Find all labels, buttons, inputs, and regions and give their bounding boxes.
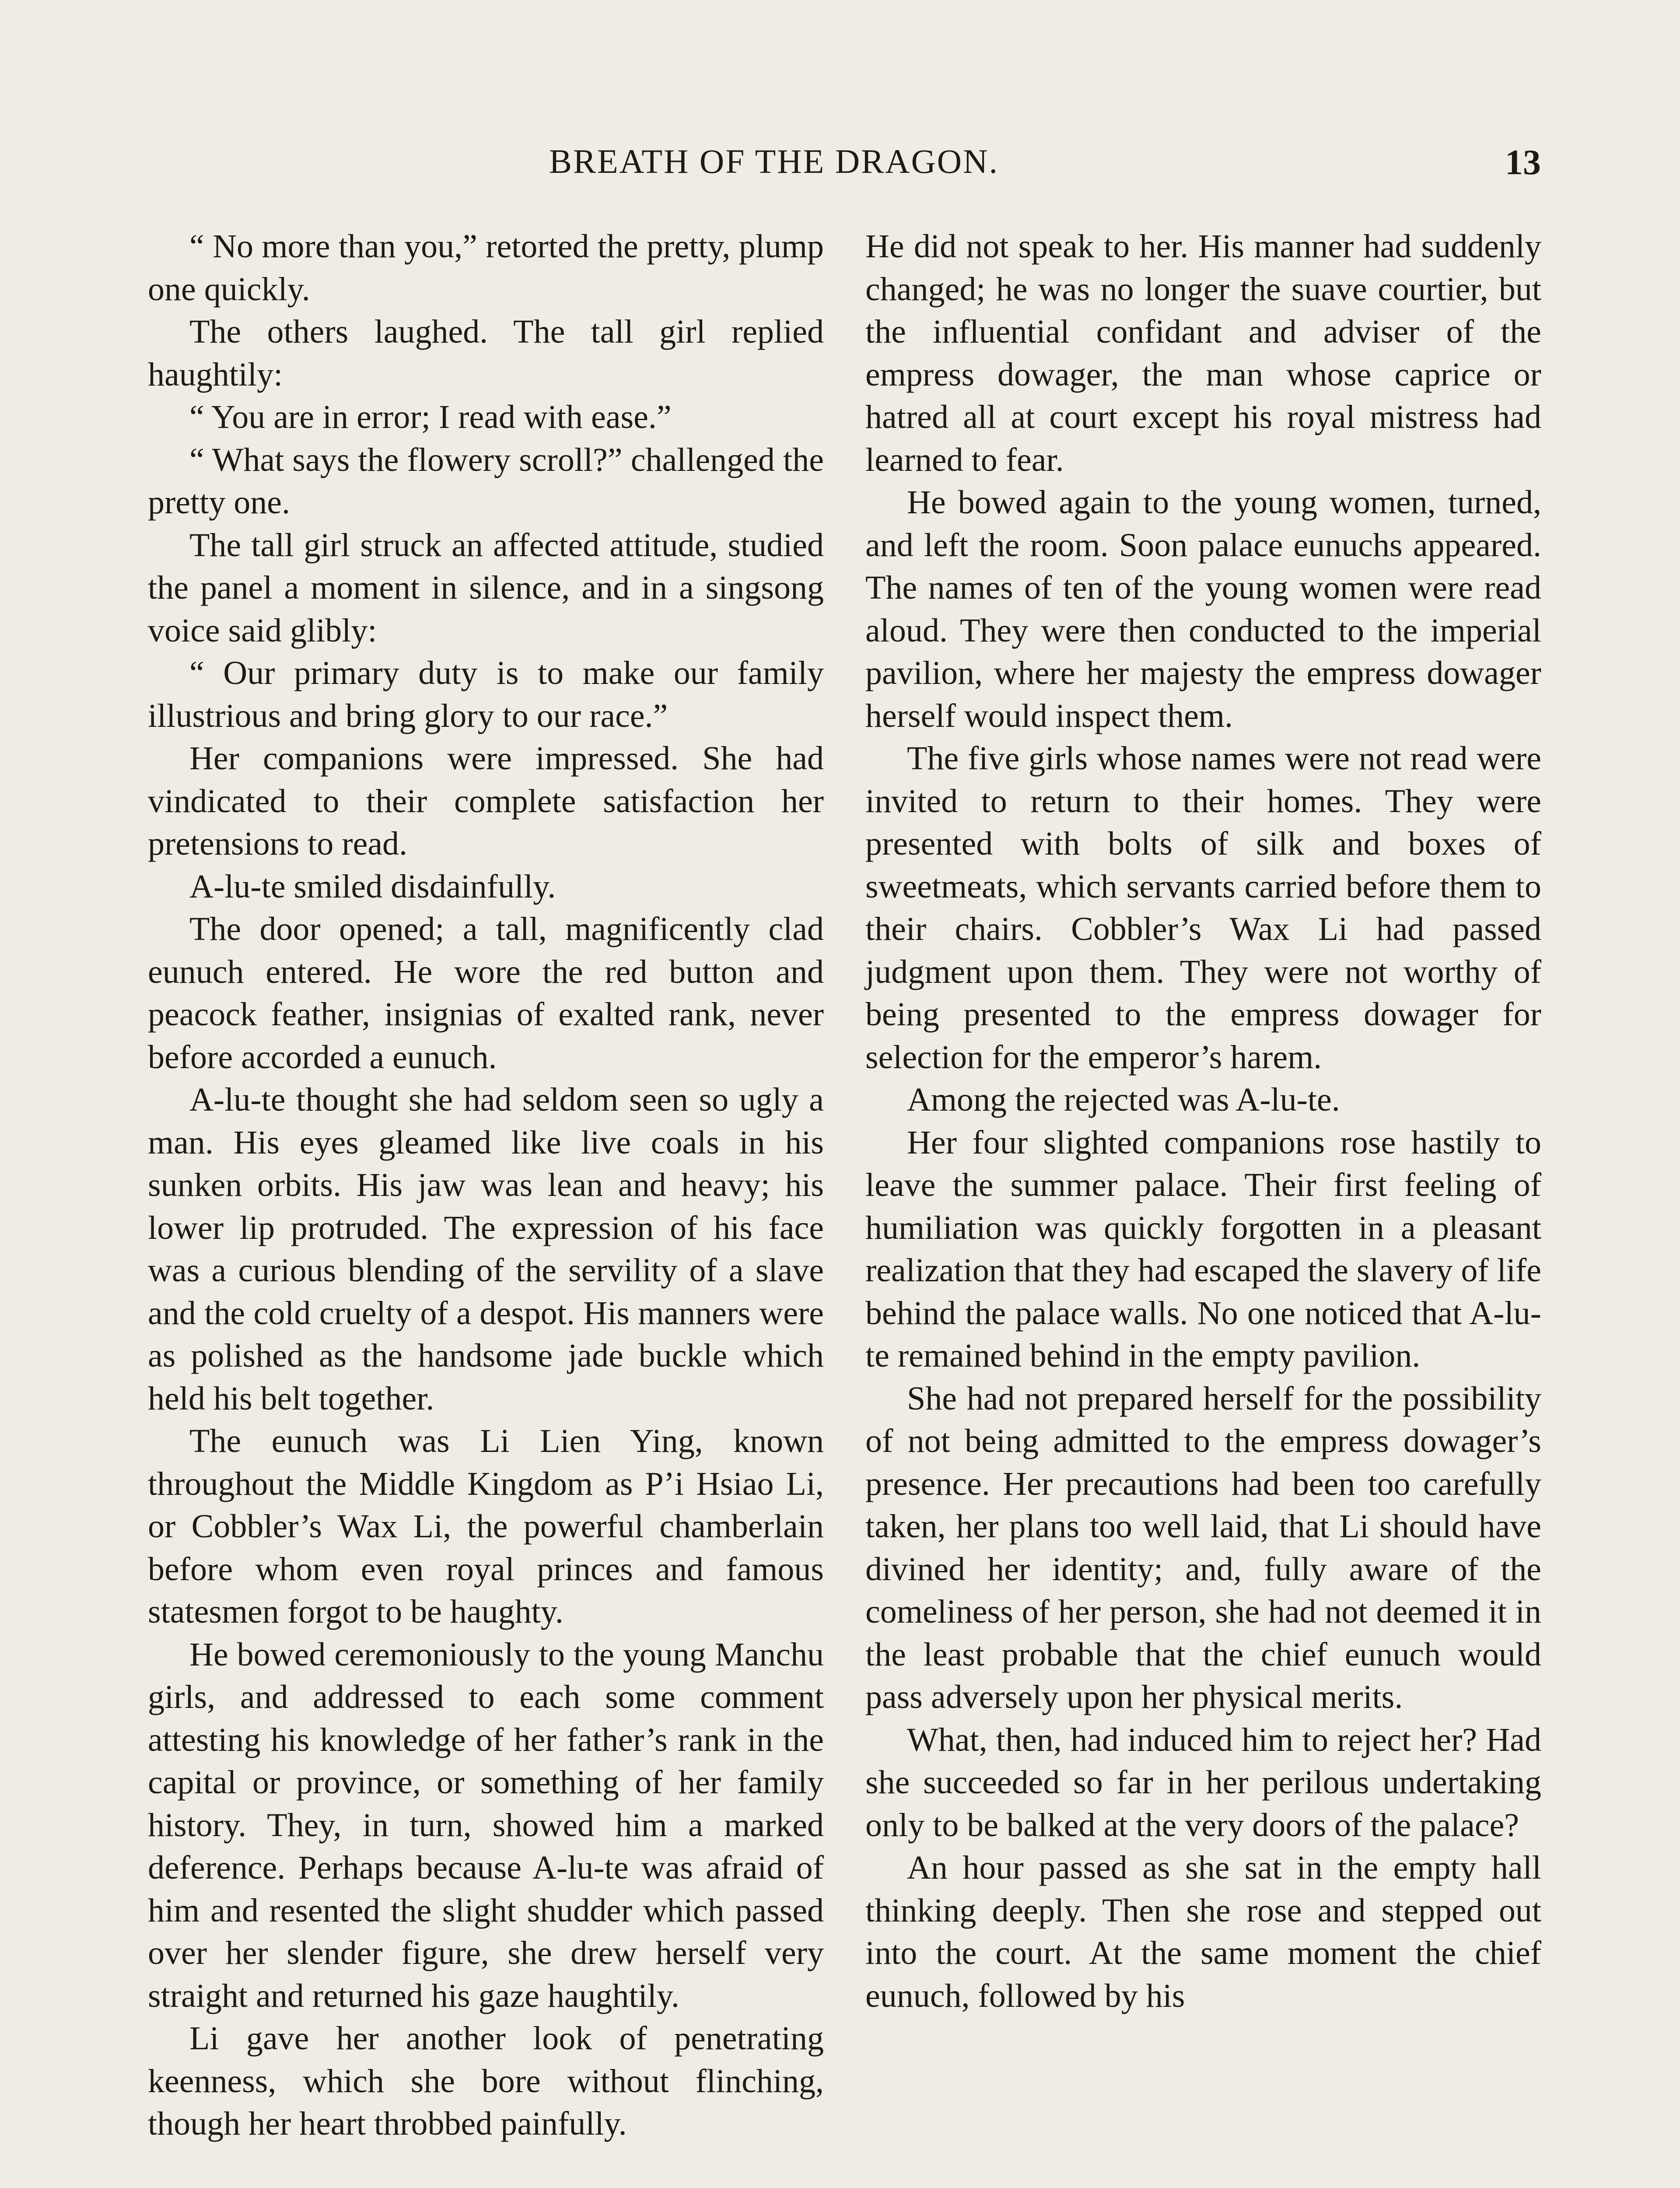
paragraph: The others laughed. The tall girl replied haughtily:: [148, 313, 824, 393]
paragraph: He did not speak to her. His manner had suddenly changed; he was no longer the suave courtier, but the influential confidant and adviser of the empress dowager, the man whose caprice or hatred all at court except his royal mistress had learned to fear.: [865, 228, 1541, 478]
paragraph: The tall girl struck an affected attitude, studied the panel a moment in silence, and in a singsong voice said glibly:: [148, 526, 824, 649]
right-column: [865, 225, 1541, 2017]
paragraph: Her companions were impressed. She had vindicated to their complete satisfaction her pretensions to read.: [148, 740, 824, 862]
paragraph: “ You are in error; I read with ease.”: [189, 399, 672, 435]
paragraph: Among the rejected was A-lu-te.: [907, 1081, 1340, 1118]
paragraph: A-lu-te thought she had seldom seen so ugly a man. His eyes gleamed like live coals in his sunken orbits. His jaw was lean and heavy; his lower lip protruded. The expression of his face was a curious blending of the servility of a slave and the cold cruelty of a despot. His manners were as polished as the handsome jade buckle which held his belt together.: [148, 1081, 824, 1417]
paragraph: Her four slighted companions rose hastily to leave the summer palace. Their first feeling of humiliation was quickly forgotten in a pleasant realization that they had escaped the slavery of life behind the palace walls. No one noticed that A-lu-te remained behind in the empty pavilion.: [865, 1124, 1541, 1374]
paragraph: “ Our primary duty is to make our family illustrious and bring glory to our race.”: [148, 655, 824, 734]
paragraph: He bowed again to the young women, turned, and left the room. Soon palace eunuchs appeared. The names of ten of the young women were read aloud. They were then conducted to the imperial pavilion, where her majesty the empress dowager herself would inspect them.: [865, 484, 1541, 734]
paragraph: “ What says the flowery scroll?” challenged the pretty one.: [148, 441, 824, 521]
paragraph: Li gave her another look of penetrating keenness, which she bore without flinching, though her heart throbbed painfully.: [148, 2020, 824, 2142]
paragraph: An hour passed as she sat in the empty hall thinking deeply. Then she rose and stepped out into the court. At the same moment the chief eunuch, followed by his: [865, 1849, 1541, 2014]
paragraph: She had not prepared herself for the possibility of not being admitted to the empress dowager’s presence. Her precautions had been too carefully taken, her plans too well laid, that Li should have divined her identity; and, fully aware of the comeliness of her person, she had not deemed it in the least probable that the chief eunuch would pass adversely upon her physical merits.: [865, 1380, 1541, 1715]
paragraph: The door opened; a tall, magnificently clad eunuch entered. He wore the red button and peacock feather, insignias of exalted rank, never before accorded a eunuch.: [148, 911, 824, 1076]
paragraph: The five girls whose names were not read were invited to return to their homes. They were presented with bolts of silk and boxes of sweetmeats, which servants carried before them to their chairs. Cobbler’s Wax Li had passed judgment upon them. They were not worthy of being presented to the empress dowager for selection for the emperor’s harem.: [865, 740, 1541, 1076]
paragraph: The eunuch was Li Lien Ying, known throughout the Middle Kingdom as P’i Hsiao Li, or Cobbler’s Wax Li, the powerful chamberlain before whom even royal princes and famous statesmen forgot to be haughty.: [148, 1423, 824, 1630]
paragraph: What, then, had induced him to reject her? Had she succeeded so far in her perilous undertaking only to be balked at the very doors of the palace?: [865, 1721, 1541, 1844]
paragraph: “ No more than you,” retorted the pretty, plump one quickly.: [148, 228, 824, 308]
left-column: [148, 225, 824, 2146]
paragraph: A-lu-te smiled disdainfully.: [189, 868, 556, 905]
paragraph: He bowed ceremoniously to the young Manchu girls, and addressed to each some comment attesting his knowledge of her father’s rank in the capital or province, or something of her family history. They, in turn, showed him a marked deference. Perhaps because A-lu-te was afraid of him and resented the slight shudder which passed over her slender figure, she drew herself very straight and returned his gaze haughtily.: [148, 1636, 824, 2014]
page-number: 13: [1505, 142, 1541, 182]
running-title: BREATH OF THE DRAGON.: [549, 142, 999, 180]
